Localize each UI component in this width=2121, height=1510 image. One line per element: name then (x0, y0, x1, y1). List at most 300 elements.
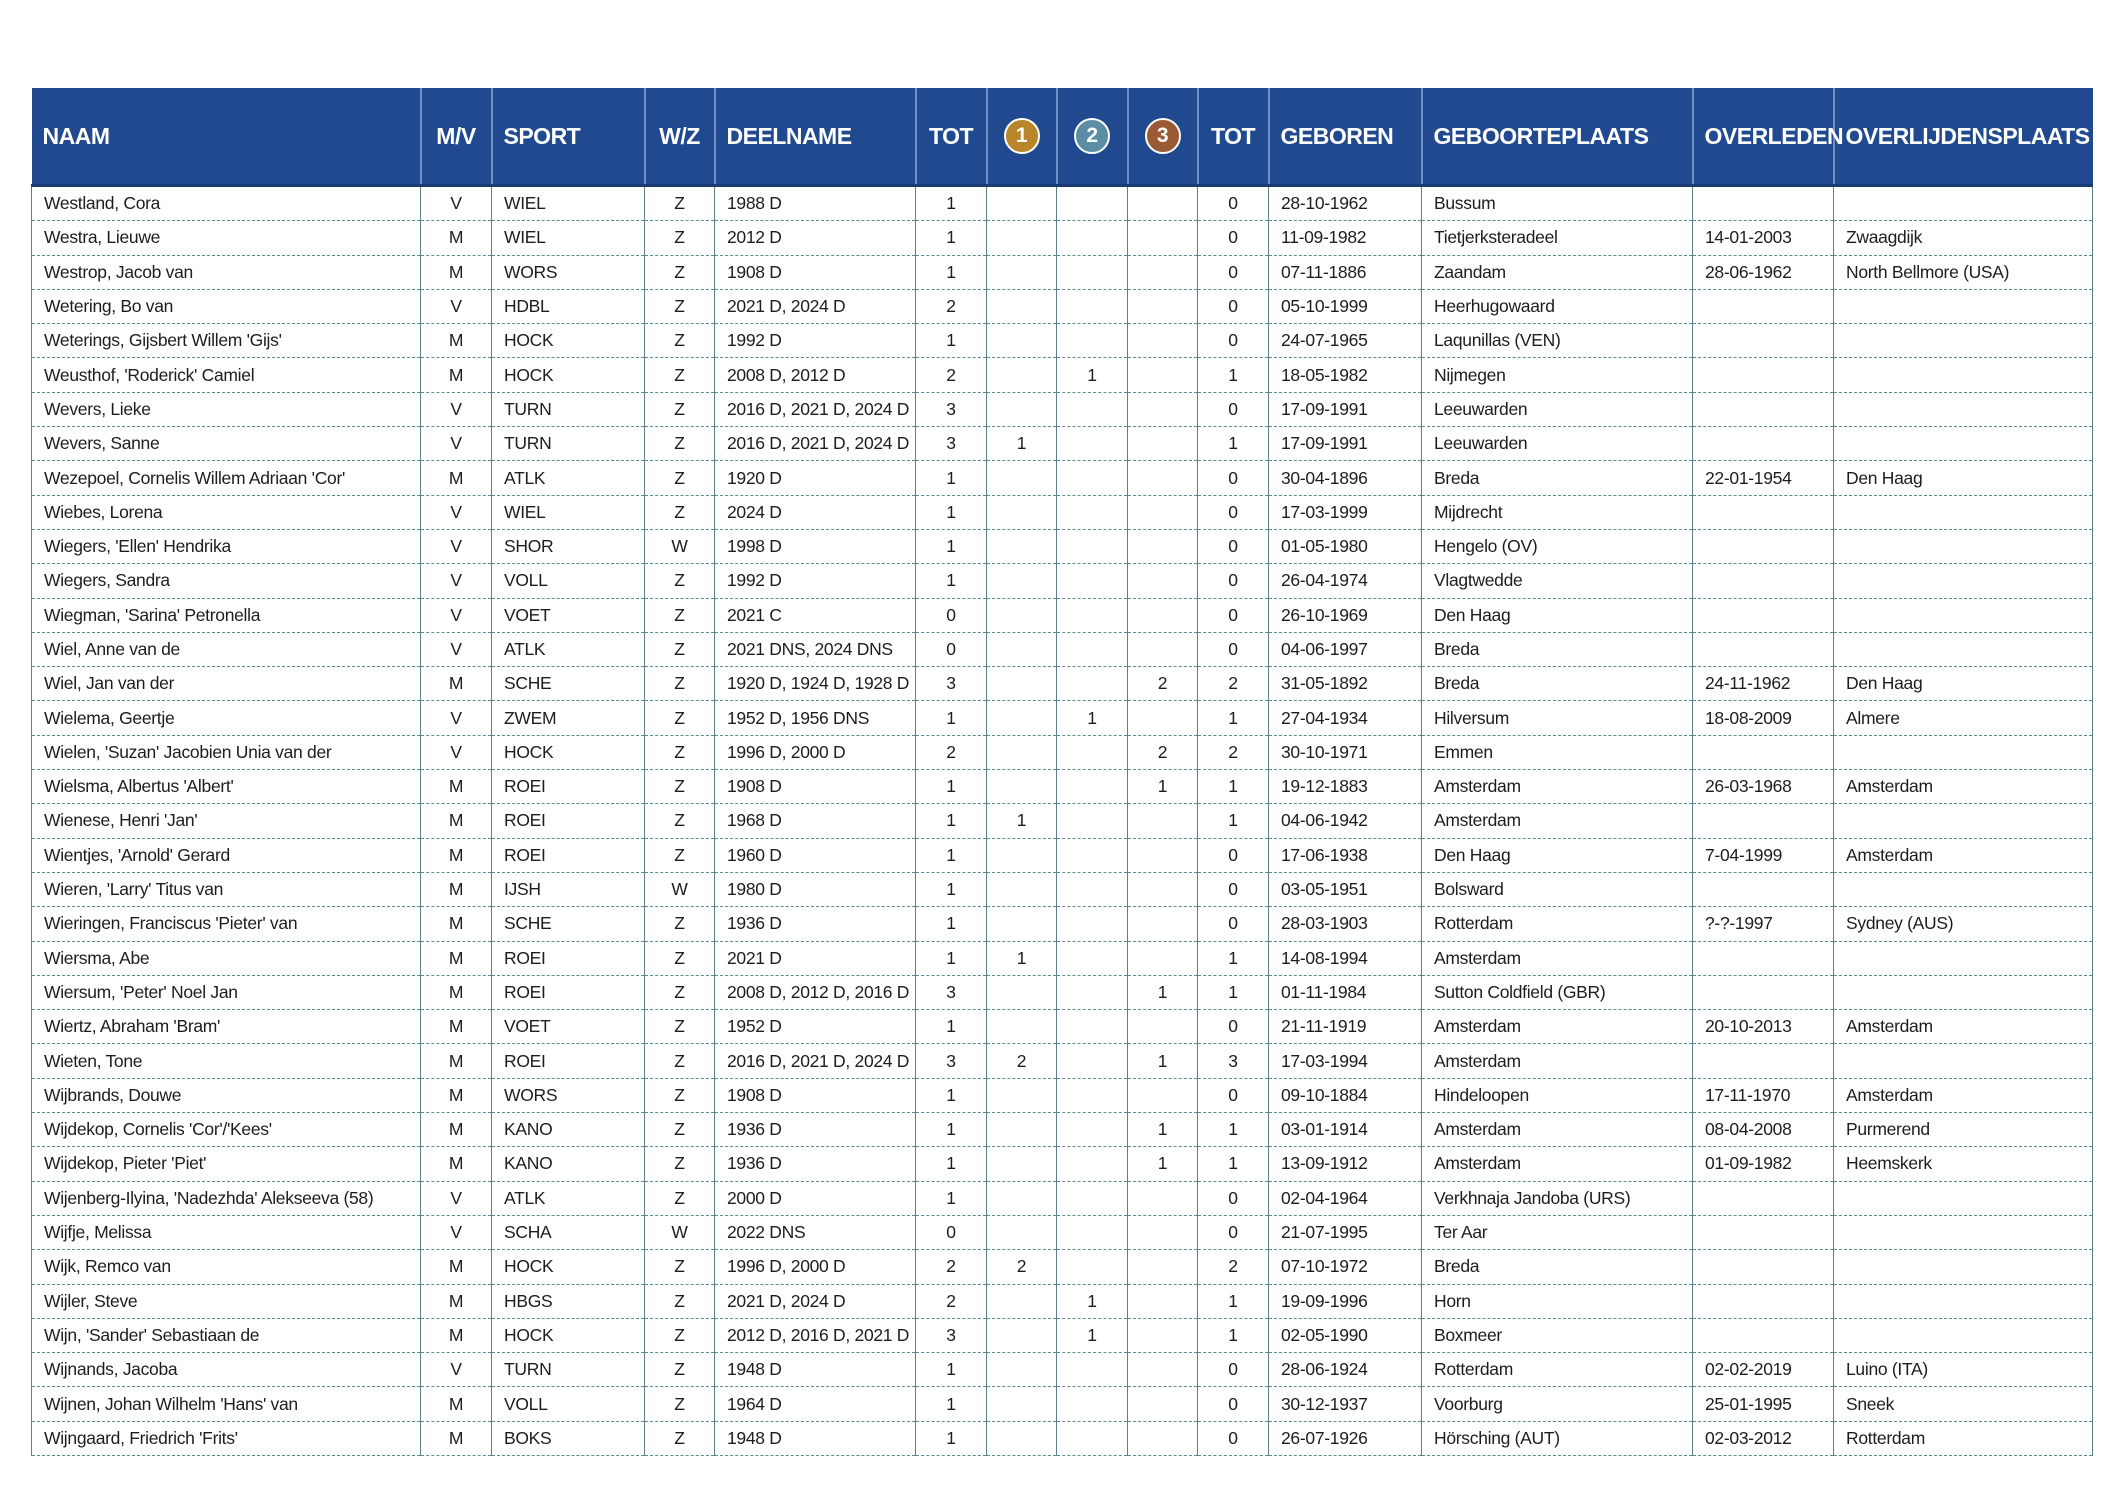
cell-s (1057, 289, 1128, 323)
cell-tot1: 1 (916, 770, 987, 804)
cell-geboren: 21-11-1919 (1269, 1010, 1422, 1044)
cell-overlijdensplaats (1834, 1044, 2093, 1078)
cell-overleden: 25-01-1995 (1693, 1387, 1834, 1421)
cell-overlijdensplaats (1834, 358, 2093, 392)
table-row (32, 1353, 2093, 1387)
cell-wz: Z (645, 804, 715, 838)
cell-geboren: 09-10-1884 (1269, 1078, 1422, 1112)
cell-g (987, 358, 1057, 392)
cell-naam: Wielsma, Albertus 'Albert' (32, 770, 421, 804)
cell-geboorteplaats: Laqunillas (VEN) (1422, 324, 1693, 358)
table-header-row (32, 88, 2093, 186)
cell-overlijdensplaats (1834, 324, 2093, 358)
cell-sport: IJSH (492, 872, 645, 906)
cell-deelname: 1960 D (715, 838, 916, 872)
cell-tot2: 0 (1198, 255, 1269, 289)
cell-tot1: 1 (916, 1010, 987, 1044)
cell-mv: V (421, 735, 492, 769)
cell-s: 1 (1057, 701, 1128, 735)
cell-sport: ROEI (492, 975, 645, 1009)
table-row (32, 289, 2093, 323)
cell-tot2: 1 (1198, 427, 1269, 461)
cell-geboren: 28-06-1924 (1269, 1353, 1422, 1387)
cell-overleden (1693, 1318, 1834, 1352)
cell-sport: VOLL (492, 564, 645, 598)
cell-naam: Weterings, Gijsbert Willem 'Gijs' (32, 324, 421, 358)
cell-g (987, 770, 1057, 804)
cell-b (1128, 1353, 1198, 1387)
cell-b (1128, 461, 1198, 495)
cell-wz: Z (645, 289, 715, 323)
cell-sport: HOCK (492, 1318, 645, 1352)
cell-tot1: 3 (916, 1044, 987, 1078)
cell-g (987, 1318, 1057, 1352)
cell-g (987, 1078, 1057, 1112)
table-row (32, 598, 2093, 632)
cell-geboorteplaats: Rotterdam (1422, 1353, 1693, 1387)
cell-geboren: 21-07-1995 (1269, 1215, 1422, 1249)
cell-b (1128, 186, 1198, 221)
cell-deelname: 1908 D (715, 1078, 916, 1112)
cell-deelname: 1996 D, 2000 D (715, 1250, 916, 1284)
cell-geboorteplaats: Emmen (1422, 735, 1693, 769)
cell-geboorteplaats: Amsterdam (1422, 941, 1693, 975)
cell-tot1: 1 (916, 1353, 987, 1387)
cell-mv: M (421, 1421, 492, 1455)
table-row (32, 461, 2093, 495)
cell-wz: Z (645, 1250, 715, 1284)
cell-tot1: 3 (916, 427, 987, 461)
cell-b (1128, 598, 1198, 632)
cell-tot2: 1 (1198, 1284, 1269, 1318)
cell-s: 1 (1057, 358, 1128, 392)
cell-geboren: 17-06-1938 (1269, 838, 1422, 872)
cell-geboren: 02-04-1964 (1269, 1181, 1422, 1215)
cell-naam: Wijdekop, Cornelis 'Cor'/'Kees' (32, 1113, 421, 1147)
cell-g (987, 598, 1057, 632)
cell-deelname: 1980 D (715, 872, 916, 906)
cell-mv: M (421, 667, 492, 701)
cell-wz: Z (645, 358, 715, 392)
cell-mv: V (421, 564, 492, 598)
cell-deelname: 2016 D, 2021 D, 2024 D (715, 1044, 916, 1078)
cell-sport: VOET (492, 598, 645, 632)
cell-geboren: 31-05-1892 (1269, 667, 1422, 701)
cell-overlijdensplaats (1834, 427, 2093, 461)
cell-naam: Wiegman, 'Sarina' Petronella (32, 598, 421, 632)
cell-overleden (1693, 1044, 1834, 1078)
cell-mv: V (421, 598, 492, 632)
cell-deelname: 1920 D (715, 461, 916, 495)
table-row (32, 1387, 2093, 1421)
cell-mv: M (421, 221, 492, 255)
cell-geboorteplaats: Hörsching (AUT) (1422, 1421, 1693, 1455)
cell-overleden: 08-04-2008 (1693, 1113, 1834, 1147)
cell-tot1: 1 (916, 186, 987, 221)
cell-wz: Z (645, 838, 715, 872)
cell-overlijdensplaats: Purmerend (1834, 1113, 2093, 1147)
cell-tot1: 1 (916, 941, 987, 975)
cell-wz: W (645, 872, 715, 906)
cell-geboren: 01-05-1980 (1269, 529, 1422, 563)
cell-wz: Z (645, 221, 715, 255)
cell-sport: ATLK (492, 1181, 645, 1215)
cell-tot1: 1 (916, 1147, 987, 1181)
cell-geboorteplaats: Breda (1422, 632, 1693, 666)
cell-s (1057, 1250, 1128, 1284)
column-header-tot2: TOT (1198, 88, 1269, 186)
cell-s: 1 (1057, 1284, 1128, 1318)
cell-b (1128, 289, 1198, 323)
cell-g (987, 735, 1057, 769)
cell-tot1: 1 (916, 495, 987, 529)
cell-tot2: 0 (1198, 529, 1269, 563)
cell-s (1057, 804, 1128, 838)
column-header-geboren: GEBOREN (1269, 88, 1422, 186)
cell-tot1: 1 (916, 872, 987, 906)
cell-deelname: 1920 D, 1924 D, 1928 D (715, 667, 916, 701)
cell-b (1128, 872, 1198, 906)
cell-geboorteplaats: Leeuwarden (1422, 427, 1693, 461)
cell-geboren: 07-11-1886 (1269, 255, 1422, 289)
cell-overleden: 20-10-2013 (1693, 1010, 1834, 1044)
cell-s (1057, 1215, 1128, 1249)
cell-s (1057, 495, 1128, 529)
cell-b (1128, 392, 1198, 426)
cell-geboren: 14-08-1994 (1269, 941, 1422, 975)
cell-wz: Z (645, 1284, 715, 1318)
cell-overlijdensplaats (1834, 1284, 2093, 1318)
column-header-tot1: TOT (916, 88, 987, 186)
cell-overleden (1693, 1181, 1834, 1215)
cell-tot2: 0 (1198, 1078, 1269, 1112)
cell-overleden (1693, 289, 1834, 323)
cell-tot1: 1 (916, 701, 987, 735)
cell-geboren: 11-09-1982 (1269, 221, 1422, 255)
cell-mv: M (421, 1250, 492, 1284)
cell-s (1057, 838, 1128, 872)
cell-g: 1 (987, 804, 1057, 838)
cell-mv: M (421, 1078, 492, 1112)
cell-b (1128, 1284, 1198, 1318)
cell-s (1057, 975, 1128, 1009)
cell-mv: V (421, 289, 492, 323)
cell-s (1057, 529, 1128, 563)
cell-s (1057, 667, 1128, 701)
cell-overleden: 24-11-1962 (1693, 667, 1834, 701)
table-row (32, 804, 2093, 838)
cell-deelname: 1948 D (715, 1353, 916, 1387)
cell-wz: Z (645, 1318, 715, 1352)
cell-tot2: 0 (1198, 872, 1269, 906)
cell-naam: Wijenberg-Ilyina, 'Nadezhda' Alekseeva (58) (32, 1181, 421, 1215)
cell-naam: Wiegers, Sandra (32, 564, 421, 598)
cell-wz: Z (645, 701, 715, 735)
table-row (32, 186, 2093, 221)
cell-overleden: 01-09-1982 (1693, 1147, 1834, 1181)
cell-tot2: 1 (1198, 358, 1269, 392)
cell-s (1057, 1421, 1128, 1455)
cell-naam: Weusthof, 'Roderick' Camiel (32, 358, 421, 392)
cell-geboorteplaats: Verkhnaja Jandoba (URS) (1422, 1181, 1693, 1215)
cell-sport: HDBL (492, 289, 645, 323)
cell-wz: Z (645, 975, 715, 1009)
cell-wz: Z (645, 1147, 715, 1181)
cell-overleden (1693, 804, 1834, 838)
cell-overleden: 14-01-2003 (1693, 221, 1834, 255)
cell-naam: Wielema, Geertje (32, 701, 421, 735)
cell-wz: Z (645, 770, 715, 804)
cell-sport: WORS (492, 1078, 645, 1112)
cell-deelname: 2016 D, 2021 D, 2024 D (715, 392, 916, 426)
table-row (32, 1318, 2093, 1352)
cell-geboren: 04-06-1997 (1269, 632, 1422, 666)
cell-deelname: 1908 D (715, 770, 916, 804)
cell-tot1: 1 (916, 324, 987, 358)
cell-wz: Z (645, 735, 715, 769)
cell-s (1057, 1353, 1128, 1387)
cell-s (1057, 324, 1128, 358)
cell-tot1: 1 (916, 1113, 987, 1147)
cell-overlijdensplaats: North Bellmore (USA) (1834, 255, 2093, 289)
table-row (32, 907, 2093, 941)
cell-geboorteplaats: Amsterdam (1422, 1113, 1693, 1147)
cell-naam: Wieren, 'Larry' Titus van (32, 872, 421, 906)
cell-s (1057, 1078, 1128, 1112)
cell-sport: TURN (492, 392, 645, 426)
cell-naam: Wevers, Lieke (32, 392, 421, 426)
column-header-b (1128, 88, 1198, 186)
cell-geboren: 05-10-1999 (1269, 289, 1422, 323)
cell-geboren: 26-10-1969 (1269, 598, 1422, 632)
cell-g (987, 1387, 1057, 1421)
cell-wz: Z (645, 632, 715, 666)
cell-naam: Wientjes, 'Arnold' Gerard (32, 838, 421, 872)
cell-sport: WORS (492, 255, 645, 289)
cell-naam: Wiel, Anne van de (32, 632, 421, 666)
cell-deelname: 2021 D, 2024 D (715, 289, 916, 323)
cell-s (1057, 907, 1128, 941)
cell-geboren: 30-12-1937 (1269, 1387, 1422, 1421)
cell-g (987, 1215, 1057, 1249)
olympians-table (31, 88, 2093, 1456)
table-row (32, 770, 2093, 804)
cell-overleden (1693, 1215, 1834, 1249)
table-row (32, 1147, 2093, 1181)
cell-deelname: 2012 D, 2016 D, 2021 D (715, 1318, 916, 1352)
cell-g: 1 (987, 941, 1057, 975)
cell-geboorteplaats: Breda (1422, 461, 1693, 495)
cell-deelname: 2000 D (715, 1181, 916, 1215)
cell-mv: V (421, 1353, 492, 1387)
cell-tot2: 0 (1198, 632, 1269, 666)
cell-s (1057, 255, 1128, 289)
table-row (32, 221, 2093, 255)
cell-sport: ATLK (492, 461, 645, 495)
table-row (32, 495, 2093, 529)
cell-sport: ROEI (492, 941, 645, 975)
cell-naam: Wevers, Sanne (32, 427, 421, 461)
cell-b (1128, 907, 1198, 941)
cell-overleden: 28-06-1962 (1693, 255, 1834, 289)
cell-overleden (1693, 186, 1834, 221)
cell-b (1128, 701, 1198, 735)
cell-wz: Z (645, 667, 715, 701)
cell-g (987, 564, 1057, 598)
cell-tot2: 0 (1198, 1353, 1269, 1387)
cell-sport: ZWEM (492, 701, 645, 735)
cell-deelname: 2012 D (715, 221, 916, 255)
cell-tot1: 3 (916, 392, 987, 426)
cell-overlijdensplaats (1834, 186, 2093, 221)
cell-b (1128, 1078, 1198, 1112)
cell-geboren: 03-05-1951 (1269, 872, 1422, 906)
cell-b (1128, 427, 1198, 461)
cell-geboorteplaats: Den Haag (1422, 598, 1693, 632)
cell-geboorteplaats: Voorburg (1422, 1387, 1693, 1421)
cell-geboorteplaats: Sutton Coldfield (GBR) (1422, 975, 1693, 1009)
cell-b (1128, 255, 1198, 289)
cell-geboorteplaats: Heerhugowaard (1422, 289, 1693, 323)
cell-tot2: 0 (1198, 1215, 1269, 1249)
cell-geboorteplaats: Bussum (1422, 186, 1693, 221)
cell-s (1057, 1113, 1128, 1147)
table-row (32, 1284, 2093, 1318)
cell-deelname: 1952 D, 1956 DNS (715, 701, 916, 735)
cell-overlijdensplaats (1834, 872, 2093, 906)
cell-deelname: 1948 D (715, 1421, 916, 1455)
silver-medal-icon: 2 (1074, 118, 1110, 154)
table-row (32, 392, 2093, 426)
cell-tot1: 1 (916, 838, 987, 872)
cell-sport: KANO (492, 1113, 645, 1147)
cell-geboorteplaats: Bolsward (1422, 872, 1693, 906)
cell-overlijdensplaats (1834, 1250, 2093, 1284)
cell-overlijdensplaats (1834, 804, 2093, 838)
cell-s (1057, 392, 1128, 426)
cell-overlijdensplaats: Amsterdam (1834, 1010, 2093, 1044)
cell-g (987, 221, 1057, 255)
cell-g (987, 907, 1057, 941)
cell-overlijdensplaats: Zwaagdijk (1834, 221, 2093, 255)
cell-tot1: 1 (916, 1078, 987, 1112)
table-row (32, 838, 2093, 872)
cell-sport: ROEI (492, 770, 645, 804)
cell-geboorteplaats: Ter Aar (1422, 1215, 1693, 1249)
cell-tot1: 1 (916, 255, 987, 289)
cell-wz: W (645, 1215, 715, 1249)
cell-sport: SCHE (492, 667, 645, 701)
table-row (32, 872, 2093, 906)
cell-g (987, 289, 1057, 323)
cell-tot1: 1 (916, 1181, 987, 1215)
cell-b (1128, 941, 1198, 975)
cell-s (1057, 770, 1128, 804)
cell-g (987, 1181, 1057, 1215)
table-row (32, 1215, 2093, 1249)
cell-tot2: 0 (1198, 564, 1269, 598)
cell-geboorteplaats: Hindeloopen (1422, 1078, 1693, 1112)
table-row (32, 358, 2093, 392)
cell-naam: Wijler, Steve (32, 1284, 421, 1318)
cell-geboorteplaats: Vlagtwedde (1422, 564, 1693, 598)
cell-geboren: 01-11-1984 (1269, 975, 1422, 1009)
cell-geboren: 28-03-1903 (1269, 907, 1422, 941)
column-header-overleden: OVERLEDEN (1693, 88, 1834, 186)
cell-sport: VOET (492, 1010, 645, 1044)
cell-geboren: 19-12-1883 (1269, 770, 1422, 804)
cell-geboren: 02-05-1990 (1269, 1318, 1422, 1352)
cell-tot1: 1 (916, 804, 987, 838)
cell-sport: SHOR (492, 529, 645, 563)
cell-wz: Z (645, 461, 715, 495)
cell-b: 1 (1128, 770, 1198, 804)
cell-geboren: 17-09-1991 (1269, 392, 1422, 426)
cell-wz: Z (645, 1353, 715, 1387)
cell-tot2: 1 (1198, 975, 1269, 1009)
cell-tot1: 2 (916, 289, 987, 323)
cell-tot2: 0 (1198, 289, 1269, 323)
cell-b (1128, 1250, 1198, 1284)
cell-mv: V (421, 495, 492, 529)
cell-sport: WIEL (492, 495, 645, 529)
cell-tot2: 2 (1198, 1250, 1269, 1284)
cell-b (1128, 804, 1198, 838)
cell-geboorteplaats: Amsterdam (1422, 1147, 1693, 1181)
cell-overlijdensplaats (1834, 598, 2093, 632)
table-row (32, 1113, 2093, 1147)
cell-b (1128, 221, 1198, 255)
cell-deelname: 2021 C (715, 598, 916, 632)
cell-g (987, 667, 1057, 701)
cell-mv: M (421, 838, 492, 872)
cell-deelname: 1996 D, 2000 D (715, 735, 916, 769)
table-row (32, 975, 2093, 1009)
cell-geboren: 03-01-1914 (1269, 1113, 1422, 1147)
cell-mv: M (421, 1284, 492, 1318)
cell-overleden: 7-04-1999 (1693, 838, 1834, 872)
table-row (32, 1044, 2093, 1078)
cell-tot2: 0 (1198, 392, 1269, 426)
cell-mv: M (421, 975, 492, 1009)
cell-tot1: 1 (916, 1387, 987, 1421)
cell-overlijdensplaats: Heemskerk (1834, 1147, 2093, 1181)
cell-deelname: 2008 D, 2012 D, 2016 D (715, 975, 916, 1009)
cell-overleden: 18-08-2009 (1693, 701, 1834, 735)
cell-g (987, 701, 1057, 735)
cell-wz: Z (645, 907, 715, 941)
cell-naam: Wiertz, Abraham 'Bram' (32, 1010, 421, 1044)
cell-naam: Wijfje, Melissa (32, 1215, 421, 1249)
cell-g: 2 (987, 1250, 1057, 1284)
cell-geboorteplaats: Amsterdam (1422, 1010, 1693, 1044)
cell-tot2: 0 (1198, 221, 1269, 255)
cell-overlijdensplaats (1834, 735, 2093, 769)
cell-wz: Z (645, 1421, 715, 1455)
cell-tot2: 0 (1198, 186, 1269, 221)
cell-s (1057, 1010, 1128, 1044)
cell-geboren: 26-04-1974 (1269, 564, 1422, 598)
cell-g (987, 1147, 1057, 1181)
table-row (32, 324, 2093, 358)
cell-mv: M (421, 255, 492, 289)
cell-geboorteplaats: Hengelo (OV) (1422, 529, 1693, 563)
cell-tot2: 0 (1198, 907, 1269, 941)
cell-sport: HBGS (492, 1284, 645, 1318)
column-header-sport: SPORT (492, 88, 645, 186)
cell-tot1: 0 (916, 1215, 987, 1249)
cell-tot2: 0 (1198, 495, 1269, 529)
